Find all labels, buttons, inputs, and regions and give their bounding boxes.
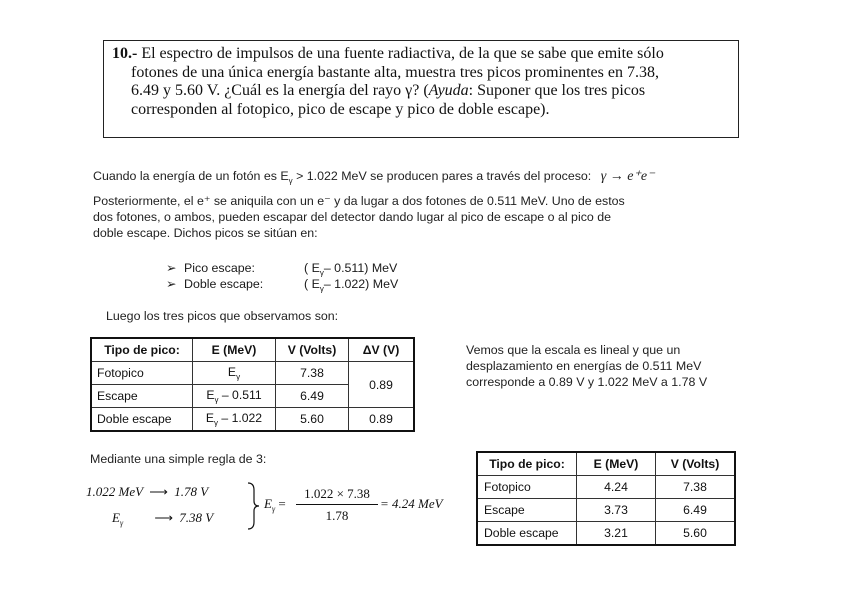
table-cell (193, 408, 276, 432)
pair-process: γ → e⁺e⁻ (600, 169, 655, 184)
note-line-1: Vemos que la escala es lineal y que un (466, 343, 681, 357)
arrow-bullet-icon: ➢ (166, 261, 177, 275)
cell-e: E (205, 410, 215, 425)
note-line-2: desplazamiento en energías de 0.511 MeV (466, 359, 702, 373)
rule-line-1 (86, 484, 208, 500)
cell-sub: γ (236, 372, 241, 382)
right-brace-icon (246, 482, 260, 530)
table-cell: Escape (477, 499, 577, 522)
intro-text-before: Cuando la energía de un fotón es E (93, 169, 289, 183)
fraction-numerator: 1.022 × 7.38 (304, 486, 370, 501)
table-cell: 7.38 (276, 362, 349, 385)
fraction-denominator: 1.78 (325, 508, 349, 523)
table-cell: 3.73 (577, 499, 656, 522)
rule-result: = 4.24 MeV (380, 496, 443, 511)
fraction-bar (296, 504, 378, 505)
ayuda-text: : Suponer que los tres picos (468, 82, 646, 99)
rule-left-2: E (112, 510, 120, 525)
bullet-label: Pico escape: (184, 261, 255, 275)
arrow-bullet-icon: ➢ (166, 277, 177, 291)
table-header: ΔV (V) (349, 338, 415, 362)
rule-left-1: 1.022 MeV (86, 484, 144, 499)
formula-prefix: ( E (304, 261, 320, 275)
formula-sub: γ (319, 268, 324, 278)
long-arrow-icon: ⟶ (149, 484, 168, 499)
intro-line (93, 169, 654, 188)
cell-rest: – 1.022 (218, 410, 263, 425)
table-cell (193, 362, 276, 385)
table-cell: Fotopico (477, 476, 577, 499)
rule-sub-2: γ (119, 518, 124, 528)
table-header: Tipo de pico: (477, 452, 577, 476)
bullet-doble-escape (166, 277, 398, 296)
table-row (91, 408, 414, 432)
table-cell: Escape (91, 385, 193, 408)
table-header: E (MeV) (193, 338, 276, 362)
table-header: V (Volts) (276, 338, 349, 362)
rule-line-2 (112, 510, 213, 528)
table-row (477, 476, 735, 499)
table-row (91, 362, 414, 385)
table-cell: 7.38 (656, 476, 736, 499)
formula-rest: – 0.511) MeV (323, 261, 398, 275)
problem-line-4: corresponden al fotopico, pico de escape y pico de doble escape). (131, 100, 550, 118)
cell-e: E (206, 387, 215, 402)
table-cell: 4.24 (577, 476, 656, 499)
table-row (477, 499, 735, 522)
delta-cell: 0.89 (349, 362, 415, 408)
paragraph-line-2: dos fotones, o ambos, pueden escapar del detector dando lugar al pico de escape o al pico de (93, 210, 612, 224)
problem-line-3 (112, 82, 728, 101)
table-header: Tipo de pico: (91, 338, 193, 362)
formula-prefix: ( E (304, 277, 320, 291)
table-cell: 5.60 (276, 408, 349, 432)
rule-right-1: 1.78 V (174, 484, 209, 499)
delta-cell: 0.89 (349, 408, 415, 432)
peaks-table (90, 337, 415, 432)
note-line-3: corresponde a 0.89 V y 1.022 MeV a 1.78 V (466, 375, 708, 389)
table-cell: 5.60 (656, 522, 736, 546)
problem-number: 10.- (112, 45, 138, 62)
long-arrow-icon: ⟶ (154, 510, 173, 525)
paragraph-line-1: Posteriormente, el e⁺ se aniquila con un e⁻ y da lugar a dos fotones de 0.511 MeV. Uno de estos (93, 194, 625, 208)
table-cell (193, 385, 276, 408)
luego-text: Luego los tres picos que observamos son: (106, 309, 339, 323)
ayuda-label: Ayuda (428, 82, 469, 99)
bullet-label: Doble escape: (184, 277, 264, 291)
rule-right-2: 7.38 V (179, 510, 214, 525)
table-cell: Fotopico (91, 362, 193, 385)
table-cell: Doble escape (91, 408, 193, 432)
table-cell: 6.49 (276, 385, 349, 408)
intro-gamma-sub: γ (288, 176, 293, 186)
table-header-row (477, 452, 735, 476)
problem-line-1 (112, 45, 728, 64)
table-cell: Doble escape (477, 522, 577, 546)
formula-rest: – 1.022) MeV (323, 277, 399, 291)
cell-rest: – 0.511 (218, 387, 262, 402)
table-header: E (MeV) (577, 452, 656, 476)
problem-line-2: fotones de una única energía bastante alta, muestra tres picos prominentes en 7.38, (131, 63, 659, 81)
cell-e: E (227, 364, 237, 379)
problem-text-3: 6.49 y 5.60 V. ¿Cuál es la energía del rayo γ? ( (131, 82, 429, 99)
paragraph-line-3: doble escape. Dichos picos se sitúan en: (93, 226, 318, 240)
table-row (477, 522, 735, 546)
results-table (476, 451, 736, 546)
lhs-sub: γ (271, 504, 276, 514)
bullet-formula (304, 277, 398, 296)
problem-statement-box (103, 40, 739, 138)
problem-text-1: El espectro de impulsos de una fuente radiactiva, de la que se sabe que emite sólo (141, 45, 664, 62)
regla-text: Mediante una simple regla de 3: (90, 452, 267, 466)
table-header-row (91, 338, 414, 362)
cell-sub: γ (214, 395, 219, 405)
table-cell: 6.49 (656, 499, 736, 522)
formula-sub: γ (319, 284, 324, 294)
cell-sub: γ (214, 418, 219, 428)
intro-text-after: > 1.022 MeV se producen pares a través del proceso: (292, 169, 592, 183)
lhs-e: E (264, 496, 272, 511)
energy-lhs: $E_\gamma$ = (264, 496, 286, 514)
table-cell: 3.21 (577, 522, 656, 546)
table-header: V (Volts) (656, 452, 736, 476)
